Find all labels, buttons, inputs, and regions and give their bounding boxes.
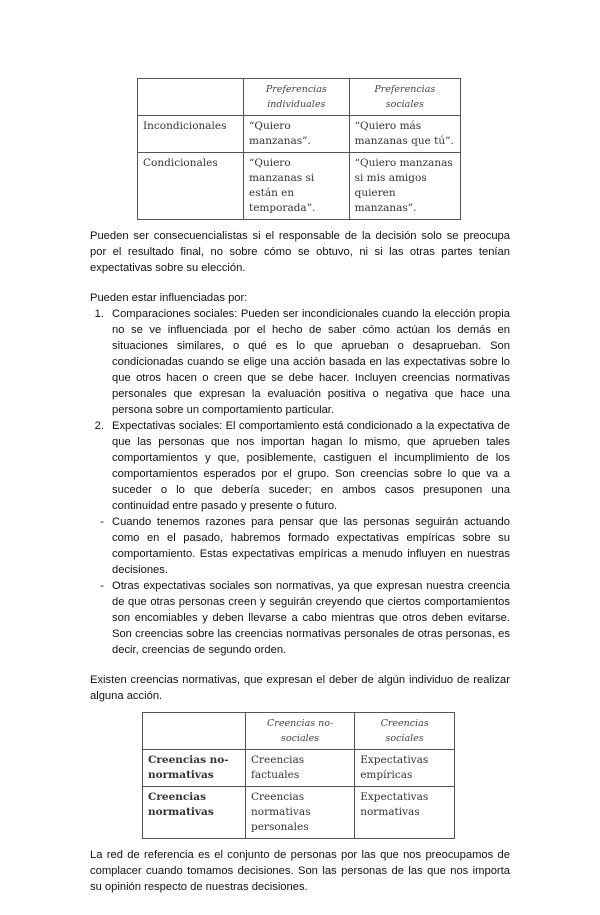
table-cell: “Quiero manzanas si están en temporada”. — [244, 153, 350, 220]
list-item — [90, 418, 510, 514]
table-cell: “Quiero manzanas si mis amigos quieren manzanas”. — [349, 153, 460, 220]
table-cell: Expectativas empíricas — [355, 750, 455, 787]
list-item — [90, 578, 510, 658]
list-item-text: Expectativas sociales: El comportamiento está condicionado a la expectativa de que las personas que nos importan hagan lo mismo, que aprueben tales comportamientos y que, posiblemente, castiguen el incumplimiento de los comportamientos esperados por el grupo. Son creencias sobre lo que va a suceder o lo que debería suceder; en ambos casos presuponen una continuidad entre pasado y presente o futuro. — [112, 420, 510, 512]
table-cell: “Quiero manzanas”. — [244, 116, 350, 153]
paragraph: Pueden estar influenciadas por: — [90, 292, 248, 304]
list-item — [90, 514, 510, 578]
column-header: Preferencias sociales — [349, 79, 460, 116]
paragraph: Existen creencias normativas, que expresan el deber de algún individuo de realizar alguna acción. — [90, 674, 510, 702]
row-header: Creencias no-normativas — [143, 750, 246, 787]
table-cell — [138, 79, 244, 116]
list-marker: 1. — [94, 308, 104, 320]
list-item — [90, 306, 510, 418]
row-header: Condicionales — [138, 153, 244, 220]
influence-list — [90, 306, 510, 658]
list-item-text: Cuando tenemos razones para pensar que las personas seguirán actuando como en el pasado, habremos formado expectativas empíricas sobre su comportamiento. Estas expectativas empíricas a menudo influyen en nuestras decisiones. — [112, 516, 510, 576]
list-marker: - — [100, 516, 104, 528]
paragraph: La red de referencia es el conjunto de personas por las que nos preocupamos de complacer cuando tomamos decisiones. Son las personas de las que nos importa su opinión respecto de nuestras decisiones. — [90, 849, 510, 893]
row-header: Creencias normativas — [143, 787, 246, 839]
beliefs-table — [142, 712, 455, 839]
table-cell: Creencias normativas personales — [246, 787, 355, 839]
preferences-table — [137, 78, 461, 220]
table-cell: Expectativas normativas — [355, 787, 455, 839]
list-item-text: Comparaciones sociales: Pueden ser incondicionales cuando la elección propia no se ve influenciada por el hecho de saber cómo actúan los demás en situaciones similares, o qué es lo que aprueban o desaprueban. Son condicionadas cuando se elige una acción basada en las expectativas sobre lo que otros hacen o creen que se debe hacer. Incluyen creencias normativas personales que expresan la evaluación positiva o negativa que hace una persona sobre un comportamiento particular. — [112, 308, 510, 416]
row-header: Incondicionales — [138, 116, 244, 153]
paragraph: Pueden ser consecuencialistas si el responsable de la decisión solo se preocupa por el resultado final, no sobre cómo se obtuvo, ni si las otras partes tenían expectativas sobre su elección. — [90, 230, 510, 274]
table-cell: Creencias factuales — [246, 750, 355, 787]
list-marker: 2. — [94, 420, 104, 432]
table-cell: “Quiero más manzanas que tú”. — [349, 116, 460, 153]
column-header: Creencias sociales — [355, 713, 455, 750]
list-marker: - — [100, 580, 104, 592]
column-header: Preferencias individuales — [244, 79, 350, 116]
column-header: Creencias no-sociales — [246, 713, 355, 750]
table-cell — [143, 713, 246, 750]
list-item-text: Otras expectativas sociales son normativas, ya que expresan nuestra creencia de que otras personas creen y seguirán creyendo que ciertos comportamientos son encomiables y deben llevarse a cabo mientras que otros deben evitarse. Son creencias sobre las creencias normativas personales de otras personas, es decir, creencias de segundo orden. — [112, 580, 510, 656]
